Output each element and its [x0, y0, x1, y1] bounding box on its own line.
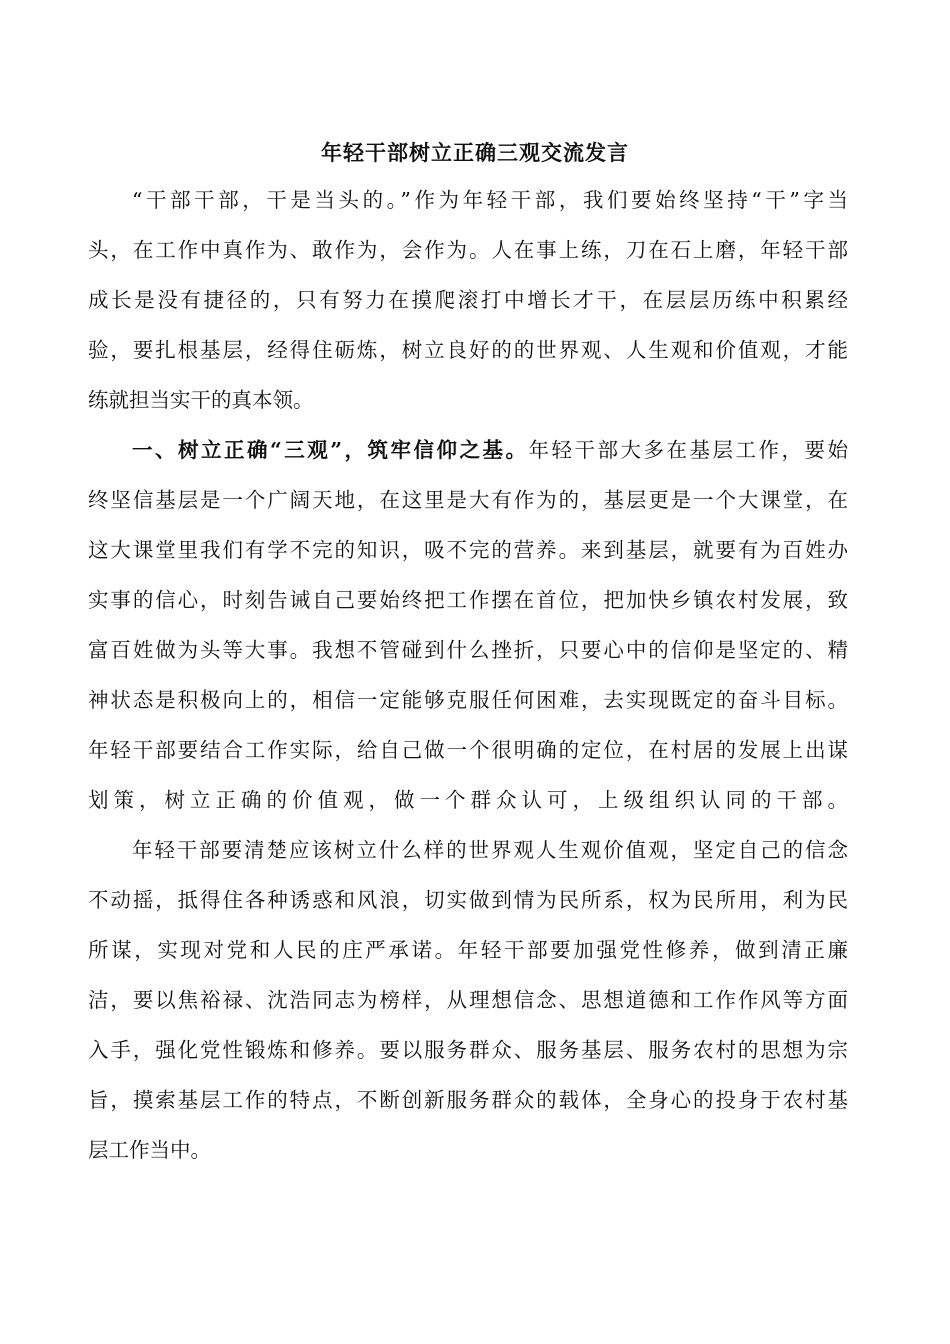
- paragraph-line: 层工作当中。: [88, 1138, 211, 1162]
- paragraph-line: 验，要扎根基层，经得住砺炼，树立良好的的世界观、人生观和价值观，才能: [88, 338, 848, 362]
- paragraph-1: [88, 175, 848, 425]
- paragraph-line: 不动摇，抵得住各种诱惑和风浪，切实做到情为民所系，权为民所用，利为民: [88, 888, 848, 912]
- paragraph-line: 旨，摸索基层工作的特点，不断创新服务群众的载体，全身心的投身于农村基: [88, 1088, 848, 1112]
- paragraph-3: [88, 825, 848, 1175]
- document-title: 年轻干部树立正确三观交流发言: [321, 140, 629, 165]
- paragraph-line: 终坚信基层是一个广阔天地，在这里是大有作为的，基层更是一个大课堂，在: [88, 488, 848, 512]
- paragraph-line: 年轻干部要结合工作实际，给自己做一个很明确的定位，在村居的发展上出谋: [88, 738, 848, 762]
- paragraph-line: 入手，强化党性锻炼和修养。要以服务群众、服务基层、服务农村的思想为宗: [88, 1038, 848, 1062]
- paragraph-line-rest: 年轻干部大多在基层工作，要始: [528, 438, 848, 462]
- paragraph-line: “干部干部，干是当头的。”作为年轻干部，我们要始终坚持“干”字当: [132, 188, 848, 212]
- paragraph-line: 富百姓做为头等大事。我想不管碰到什么挫折，只要心中的信仰是坚定的、精: [88, 638, 848, 662]
- paragraph-line: 年轻干部要清楚应该树立什么样的世界观人生观价值观，坚定自己的信念: [132, 838, 848, 862]
- paragraph-line: 成长是没有捷径的，只有努力在摸爬滚打中增长才干，在层层历练中积累经: [88, 288, 848, 312]
- paragraph-line: 这大课堂里我们有学不完的知识，吸不完的营养。来到基层，就要有为百姓办: [88, 538, 848, 562]
- paragraph-line: 神状态是积极向上的，相信一定能够克服任何困难，去实现既定的奋斗目标。: [88, 688, 848, 712]
- paragraph-line: 洁，要以焦裕禄、沈浩同志为榜样，从理想信念、思想道德和工作作风等方面: [88, 988, 848, 1012]
- paragraph-line: 头，在工作中真作为、敢作为，会作为。人在事上练，刀在石上磨，年轻干部: [88, 238, 848, 262]
- paragraph-line: 所谋，实现对党和人民的庄严承诺。年轻干部要加强党性修养，做到清正廉: [88, 938, 848, 962]
- paragraph-line: 练就担当实干的真本领。: [88, 388, 314, 412]
- paragraph-2: [88, 425, 848, 825]
- paragraph-line: [88, 425, 848, 475]
- paragraph-line: 实事的信心，时刻告诫自己要始终把工作摆在首位，把加快乡镇农村发展，致: [88, 588, 848, 612]
- section-heading: 一、树立正确“三观”，筑牢信仰之基。: [132, 438, 529, 462]
- paragraph-line: 划策，树立正确的价值观，做一个群众认可，上级组织认同的干部。: [88, 788, 848, 812]
